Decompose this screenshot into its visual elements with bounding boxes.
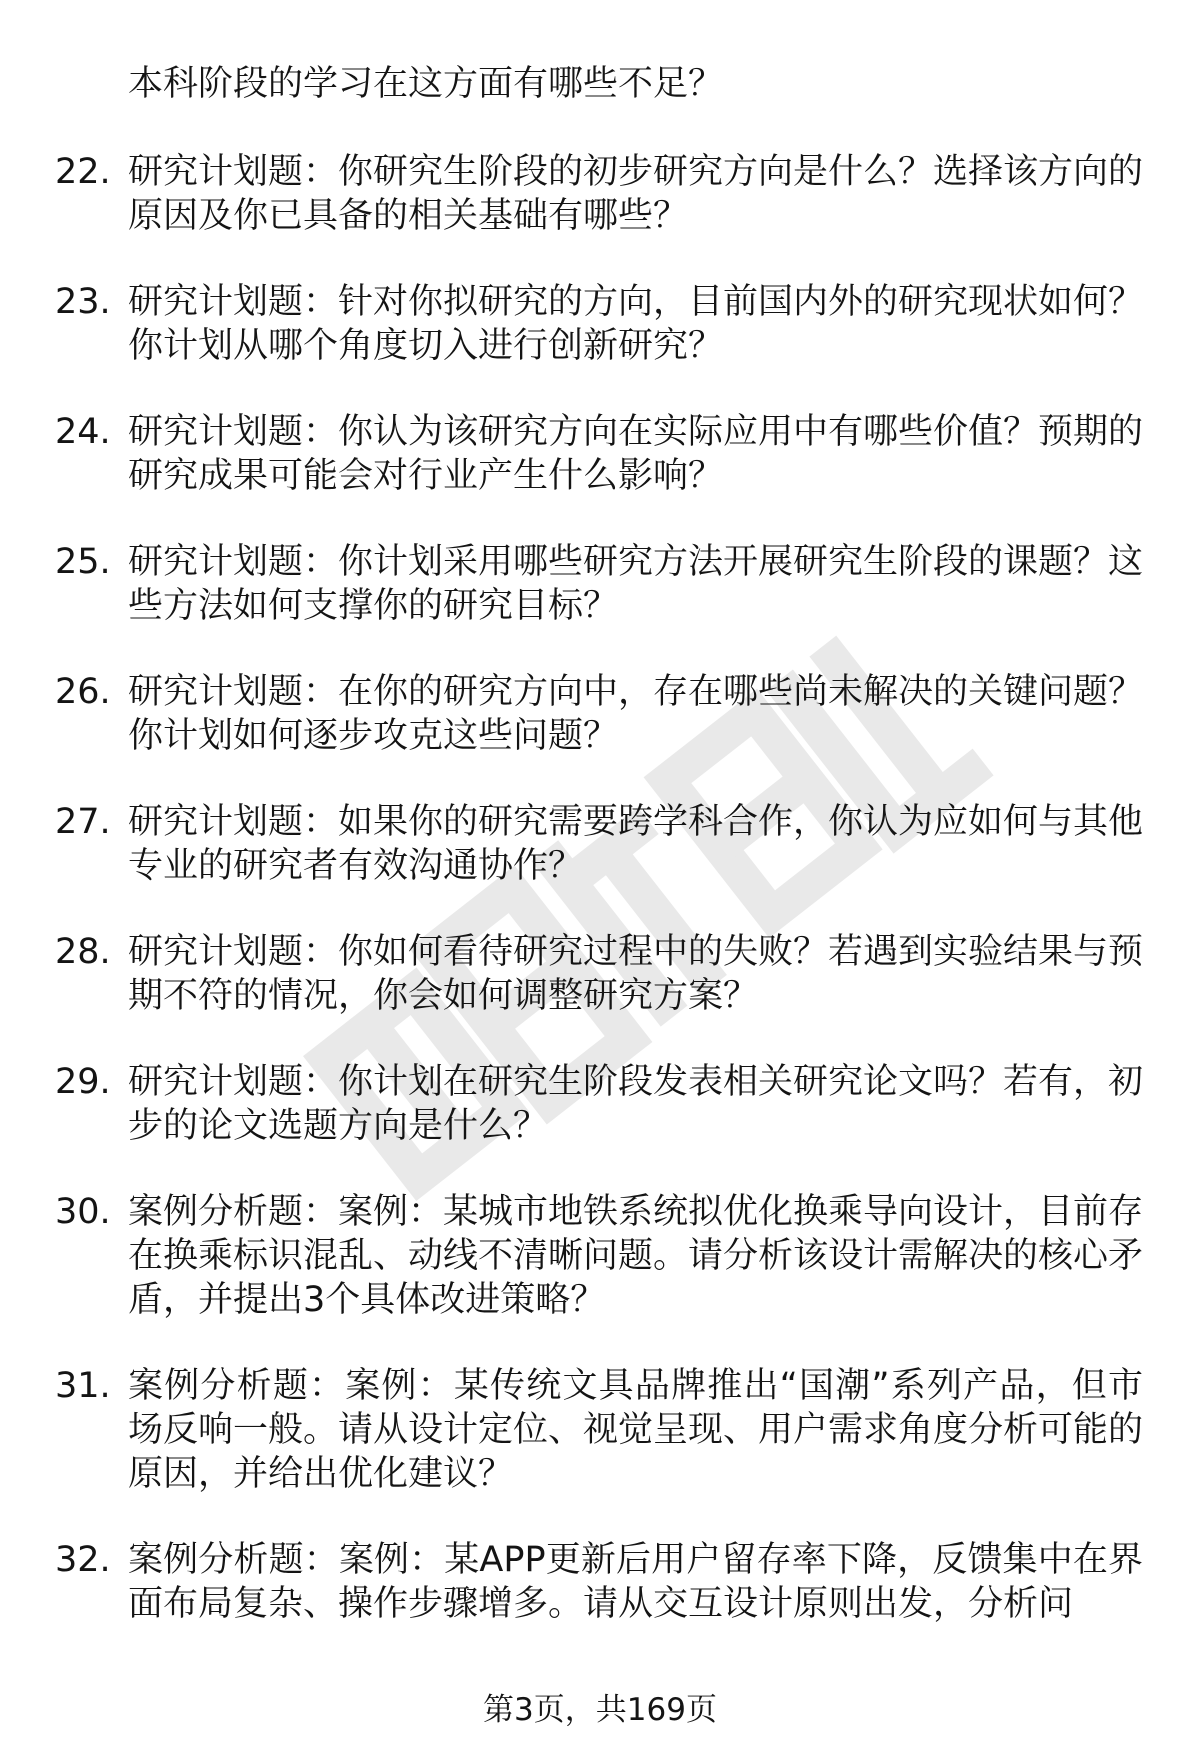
question-text: 研究计划题：针对你拟研究的方向，目前国内外的研究现状如何？你计划从哪个角度切入进行创新研究？ [128,282,1144,366]
question-text: 研究计划题：你计划采用哪些研究方法开展研究生阶段的课题？这些方法如何支撑你的研究目标？ [128,542,1144,626]
question-text: 研究计划题：你认为该研究方向在实际应用中有哪些价值？预期的研究成果可能会对行业产生什么影响？ [128,412,1144,496]
question-number: 29. [55,1062,111,1102]
page-footer: 第3页，共169页 [483,1692,717,1728]
question-number: 23. [55,282,111,322]
list-item [0,1364,1200,1496]
list-item [0,1190,1200,1322]
question-number: 26. [55,672,111,712]
list-item [0,1538,1200,1626]
question-number: 31. [55,1366,111,1406]
question-text: 案例分析题：案例：某APP更新后用户留存率下降，反馈集中在界面布局复杂、操作步骤增多。请从交互设计原则出发，分析问 [128,1540,1143,1624]
question-text: 研究计划题：你研究生阶段的初步研究方向是什么？选择该方向的原因及你已具备的相关基础有哪些？ [128,152,1144,236]
question-list [0,150,1200,1668]
question-number: 30. [55,1192,111,1232]
question-number: 25. [55,542,111,582]
list-item [0,410,1200,498]
question-text: 研究计划题：在你的研究方向中，存在哪些尚未解决的关键问题？你计划如何逐步攻克这些问题？ [128,672,1144,756]
list-item [0,280,1200,368]
list-item [0,540,1200,628]
question-text: 案例分析题：案例：某传统文具品牌推出“国潮”系列产品，但市场反响一般。请从设计定位、视觉呈现、用户需求角度分析可能的原因，并给出优化建议？ [128,1366,1144,1494]
list-item [0,800,1200,888]
question-text: 研究计划题：你如何看待研究过程中的失败？若遇到实验结果与预期不符的情况，你会如何调整研究方案？ [128,932,1144,1016]
question-number: 22. [55,152,111,192]
continued-question-text: 本科阶段的学习在这方面有哪些不足？ [128,64,724,104]
question-text: 研究计划题：你计划在研究生阶段发表相关研究论文吗？若有，初步的论文选题方向是什么？ [128,1062,1144,1146]
list-item [0,1060,1200,1148]
question-text: 案例分析题：案例：某城市地铁系统拟优化换乘导向设计，目前存在换乘标识混乱、动线不清晰问题。请分析该设计需解决的核心矛盾，并提出3个具体改进策略？ [128,1192,1144,1320]
list-item [0,670,1200,758]
question-text: 研究计划题：如果你的研究需要跨学科合作，你认为应如何与其他专业的研究者有效沟通协作？ [128,802,1144,886]
question-number: 27. [55,802,111,842]
question-number: 28. [55,932,111,972]
question-number: 32. [55,1540,111,1580]
list-item [0,930,1200,1018]
question-number: 24. [55,412,111,452]
list-item [0,150,1200,238]
